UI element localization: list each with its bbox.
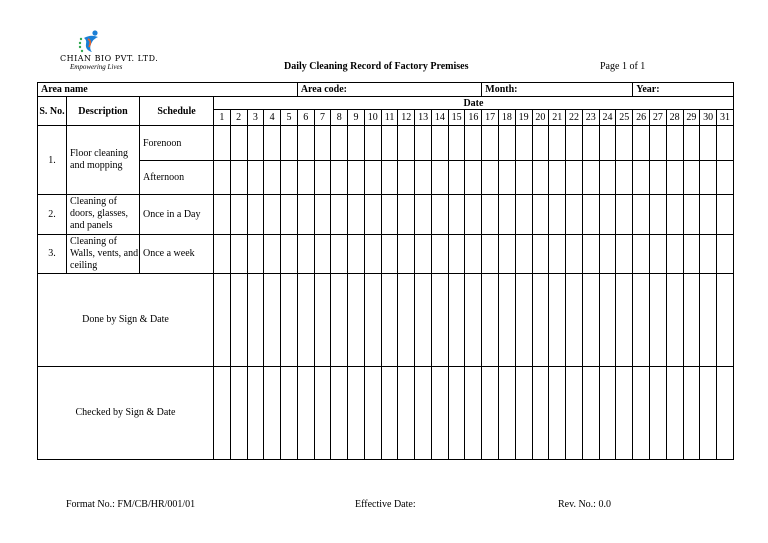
entry-cell[interactable] [348, 366, 365, 459]
entry-cell[interactable] [431, 126, 448, 160]
day-number: 22 [566, 110, 583, 126]
task-sno: 3. [38, 234, 67, 273]
entry-cell[interactable] [549, 366, 566, 459]
entry-cell[interactable] [314, 366, 331, 459]
entry-cell[interactable] [717, 160, 734, 194]
entry-cell[interactable] [415, 366, 432, 459]
entry-cell[interactable] [650, 195, 667, 234]
entry-cell[interactable] [666, 366, 683, 459]
entry-cell[interactable] [633, 273, 650, 366]
entry-cell[interactable] [230, 160, 247, 194]
checked-by-sign-label: Checked by Sign & Date [38, 366, 214, 459]
entry-cell[interactable] [214, 160, 231, 194]
entry-cell[interactable] [566, 273, 583, 366]
entry-cell[interactable] [650, 273, 667, 366]
entry-cell[interactable] [314, 234, 331, 273]
entry-cell[interactable] [717, 195, 734, 234]
task-description: Cleaning of Walls, vents, and ceiling [67, 234, 140, 273]
entry-cell[interactable] [499, 273, 516, 366]
entry-cell[interactable] [599, 195, 616, 234]
entry-cell[interactable] [415, 273, 432, 366]
entry-cell[interactable] [700, 126, 717, 160]
entry-cell[interactable] [666, 195, 683, 234]
entry-cell[interactable] [650, 126, 667, 160]
entry-cell[interactable] [566, 160, 583, 194]
entry-cell[interactable] [717, 234, 734, 273]
task-row [38, 234, 734, 273]
entry-cell[interactable] [431, 234, 448, 273]
year-cell[interactable]: Year: [633, 83, 734, 97]
entry-cell[interactable] [331, 273, 348, 366]
entry-cell[interactable] [415, 160, 432, 194]
task-schedule: Forenoon [140, 126, 214, 160]
day-number: 25 [616, 110, 633, 126]
entry-cell[interactable] [230, 366, 247, 459]
day-number: 6 [297, 110, 314, 126]
sno-header: S. No. [38, 97, 67, 126]
entry-cell[interactable] [264, 195, 281, 234]
entry-cell[interactable] [717, 126, 734, 160]
day-number: 27 [650, 110, 667, 126]
entry-cell[interactable] [214, 234, 231, 273]
entry-cell[interactable] [398, 160, 415, 194]
entry-cell[interactable] [348, 126, 365, 160]
entry-cell[interactable] [566, 234, 583, 273]
entry-cell[interactable] [431, 195, 448, 234]
entry-cell[interactable] [700, 195, 717, 234]
entry-cell[interactable] [683, 234, 700, 273]
day-number: 14 [431, 110, 448, 126]
entry-cell[interactable] [364, 195, 381, 234]
entry-cell[interactable] [633, 126, 650, 160]
entry-cell[interactable] [348, 195, 365, 234]
entry-cell[interactable] [465, 273, 482, 366]
entry-cell[interactable] [549, 195, 566, 234]
entry-cell[interactable] [415, 195, 432, 234]
day-number: 26 [633, 110, 650, 126]
column-header-row [38, 97, 734, 110]
logo-figure-icon [76, 30, 104, 54]
entry-cell[interactable] [214, 126, 231, 160]
checked-by-sign-row [38, 366, 734, 459]
entry-cell[interactable] [364, 126, 381, 160]
entry-cell[interactable] [381, 160, 398, 194]
entry-cell[interactable] [381, 126, 398, 160]
entry-cell[interactable] [532, 195, 549, 234]
day-number: 12 [398, 110, 415, 126]
entry-cell[interactable] [448, 126, 465, 160]
entry-cell[interactable] [247, 195, 264, 234]
entry-cell[interactable] [566, 366, 583, 459]
entry-cell[interactable] [499, 126, 516, 160]
entry-cell[interactable] [297, 366, 314, 459]
entry-cell[interactable] [582, 273, 599, 366]
entry-cell[interactable] [599, 234, 616, 273]
entry-cell[interactable] [482, 234, 499, 273]
day-number: 18 [499, 110, 516, 126]
entry-cell[interactable] [331, 126, 348, 160]
task-schedule: Once in a Day [140, 195, 214, 234]
entry-cell[interactable] [331, 234, 348, 273]
entry-cell[interactable] [398, 366, 415, 459]
task-schedule: Once a week [140, 234, 214, 273]
company-tagline: Empowering Lives [70, 63, 123, 71]
entry-cell[interactable] [515, 160, 532, 194]
day-number: 23 [582, 110, 599, 126]
entry-cell[interactable] [448, 195, 465, 234]
task-sno: 1. [38, 126, 67, 195]
entry-cell[interactable] [297, 160, 314, 194]
entry-cell[interactable] [582, 366, 599, 459]
cleaning-record-table [37, 82, 734, 460]
entry-cell[interactable] [499, 234, 516, 273]
entry-cell[interactable] [281, 195, 298, 234]
day-number: 21 [549, 110, 566, 126]
entry-cell[interactable] [566, 195, 583, 234]
day-number: 7 [314, 110, 331, 126]
entry-cell[interactable] [482, 126, 499, 160]
date-header: Date [214, 97, 734, 110]
entry-cell[interactable] [465, 234, 482, 273]
entry-cell[interactable] [599, 160, 616, 194]
entry-cell[interactable] [549, 273, 566, 366]
entry-cell[interactable] [700, 366, 717, 459]
entry-cell[interactable] [247, 273, 264, 366]
entry-cell[interactable] [549, 126, 566, 160]
entry-cell[interactable] [482, 195, 499, 234]
entry-cell[interactable] [650, 234, 667, 273]
task-row [38, 195, 734, 234]
entry-cell[interactable] [465, 126, 482, 160]
entry-cell[interactable] [465, 160, 482, 194]
entry-cell[interactable] [214, 273, 231, 366]
entry-cell[interactable] [431, 273, 448, 366]
entry-cell[interactable] [532, 366, 549, 459]
schedule-header: Schedule [140, 97, 214, 126]
entry-cell[interactable] [700, 234, 717, 273]
entry-cell[interactable] [482, 273, 499, 366]
task-sno: 2. [38, 195, 67, 234]
entry-cell[interactable] [297, 195, 314, 234]
entry-cell[interactable] [532, 160, 549, 194]
day-number: 24 [599, 110, 616, 126]
entry-cell[interactable] [264, 234, 281, 273]
entry-cell[interactable] [230, 126, 247, 160]
entry-cell[interactable] [616, 195, 633, 234]
entry-cell[interactable] [666, 160, 683, 194]
entry-cell[interactable] [297, 273, 314, 366]
month-cell[interactable]: Month: [482, 83, 633, 97]
day-number: 28 [666, 110, 683, 126]
entry-cell[interactable] [247, 160, 264, 194]
entry-cell[interactable] [616, 234, 633, 273]
entry-cell[interactable] [616, 160, 633, 194]
entry-cell[interactable] [314, 195, 331, 234]
company-logo [58, 30, 158, 72]
entry-cell[interactable] [532, 273, 549, 366]
task-schedule: Afternoon [140, 160, 214, 194]
entry-cell[interactable] [616, 366, 633, 459]
day-number: 17 [482, 110, 499, 126]
day-number: 29 [683, 110, 700, 126]
entry-cell[interactable] [448, 273, 465, 366]
entry-cell[interactable] [448, 160, 465, 194]
entry-cell[interactable] [549, 160, 566, 194]
entry-cell[interactable] [297, 234, 314, 273]
entry-cell[interactable] [247, 234, 264, 273]
entry-cell[interactable] [683, 366, 700, 459]
entry-cell[interactable] [381, 366, 398, 459]
entry-cell[interactable] [264, 126, 281, 160]
entry-cell[interactable] [281, 273, 298, 366]
entry-cell[interactable] [465, 195, 482, 234]
company-name: CHIAN BIO PVT. LTD. [60, 54, 159, 63]
entry-cell[interactable] [650, 160, 667, 194]
entry-cell[interactable] [633, 366, 650, 459]
day-number: 5 [281, 110, 298, 126]
entry-cell[interactable] [398, 126, 415, 160]
day-number: 4 [264, 110, 281, 126]
entry-cell[interactable] [230, 273, 247, 366]
entry-cell[interactable] [348, 273, 365, 366]
done-by-sign-row [38, 273, 734, 366]
day-number: 15 [448, 110, 465, 126]
entry-cell[interactable] [482, 366, 499, 459]
entry-cell[interactable] [582, 234, 599, 273]
entry-cell[interactable] [247, 126, 264, 160]
entry-cell[interactable] [683, 126, 700, 160]
entry-cell[interactable] [415, 126, 432, 160]
task-row [38, 126, 734, 160]
entry-cell[interactable] [499, 160, 516, 194]
entry-cell[interactable] [616, 126, 633, 160]
page-number: Page 1 of 1 [600, 61, 646, 72]
day-number: 9 [348, 110, 365, 126]
entry-cell[interactable] [448, 234, 465, 273]
entry-cell[interactable] [264, 160, 281, 194]
entry-cell[interactable] [297, 126, 314, 160]
entry-cell[interactable] [381, 195, 398, 234]
entry-cell[interactable] [582, 160, 599, 194]
entry-cell[interactable] [582, 126, 599, 160]
entry-cell[interactable] [633, 234, 650, 273]
effective-date: Effective Date: [355, 499, 416, 510]
entry-cell[interactable] [515, 366, 532, 459]
entry-cell[interactable] [599, 366, 616, 459]
entry-cell[interactable] [331, 195, 348, 234]
entry-cell[interactable] [364, 366, 381, 459]
area-code-cell[interactable]: Area code: [297, 83, 481, 97]
entry-cell[interactable] [499, 195, 516, 234]
entry-cell[interactable] [549, 234, 566, 273]
entry-cell[interactable] [515, 126, 532, 160]
entry-cell[interactable] [633, 160, 650, 194]
day-number: 10 [364, 110, 381, 126]
entry-cell[interactable] [532, 234, 549, 273]
entry-cell[interactable] [381, 234, 398, 273]
task-description: Cleaning of doors, glasses, and panels [67, 195, 140, 234]
task-row [38, 160, 734, 194]
done-by-sign-label: Done by Sign & Date [38, 273, 214, 366]
day-number: 1 [214, 110, 231, 126]
entry-cell[interactable] [398, 273, 415, 366]
entry-cell[interactable] [314, 273, 331, 366]
entry-cell[interactable] [599, 126, 616, 160]
entry-cell[interactable] [281, 366, 298, 459]
entry-cell[interactable] [331, 160, 348, 194]
entry-cell[interactable] [415, 234, 432, 273]
entry-cell[interactable] [364, 273, 381, 366]
entry-cell[interactable] [717, 366, 734, 459]
entry-cell[interactable] [214, 195, 231, 234]
format-number: Format No.: FM/CB/HR/001/01 [66, 499, 196, 510]
day-number: 30 [700, 110, 717, 126]
entry-cell[interactable] [683, 273, 700, 366]
entry-cell[interactable] [431, 366, 448, 459]
entry-cell[interactable] [314, 160, 331, 194]
entry-cell[interactable] [515, 234, 532, 273]
entry-cell[interactable] [683, 160, 700, 194]
entry-cell[interactable] [599, 273, 616, 366]
entry-cell[interactable] [314, 126, 331, 160]
entry-cell[interactable] [264, 273, 281, 366]
task-description: Floor cleaning and mopping [67, 126, 140, 195]
entry-cell[interactable] [482, 160, 499, 194]
entry-cell[interactable] [717, 273, 734, 366]
entry-cell[interactable] [348, 160, 365, 194]
entry-cell[interactable] [230, 234, 247, 273]
day-number: 11 [381, 110, 398, 126]
entry-cell[interactable] [331, 366, 348, 459]
entry-cell[interactable] [582, 195, 599, 234]
entry-cell[interactable] [515, 273, 532, 366]
day-number: 3 [247, 110, 264, 126]
day-number: 16 [465, 110, 482, 126]
entry-cell[interactable] [448, 366, 465, 459]
entry-cell[interactable] [683, 195, 700, 234]
entry-cell[interactable] [666, 126, 683, 160]
entry-cell[interactable] [499, 366, 516, 459]
entry-cell[interactable] [666, 234, 683, 273]
day-number: 19 [515, 110, 532, 126]
day-number: 31 [717, 110, 734, 126]
entry-cell[interactable] [264, 366, 281, 459]
revision-number: Rev. No.: 0.0 [558, 499, 611, 510]
document-title: Daily Cleaning Record of Factory Premises [284, 61, 469, 72]
info-row [38, 83, 734, 97]
entry-cell[interactable] [381, 273, 398, 366]
entry-cell[interactable] [431, 160, 448, 194]
entry-cell[interactable] [281, 234, 298, 273]
entry-cell[interactable] [364, 234, 381, 273]
entry-cell[interactable] [566, 126, 583, 160]
entry-cell[interactable] [465, 366, 482, 459]
entry-cell[interactable] [532, 126, 549, 160]
entry-cell[interactable] [666, 273, 683, 366]
entry-cell[interactable] [398, 195, 415, 234]
entry-cell[interactable] [247, 366, 264, 459]
entry-cell[interactable] [348, 234, 365, 273]
entry-cell[interactable] [700, 160, 717, 194]
day-number: 8 [331, 110, 348, 126]
entry-cell[interactable] [616, 273, 633, 366]
area-name-cell[interactable]: Area name [38, 83, 298, 97]
entry-cell[interactable] [700, 273, 717, 366]
entry-cell[interactable] [650, 366, 667, 459]
description-header: Description [67, 97, 140, 126]
day-number: 13 [415, 110, 432, 126]
entry-cell[interactable] [633, 195, 650, 234]
entry-cell[interactable] [364, 160, 381, 194]
entry-cell[interactable] [214, 366, 231, 459]
entry-cell[interactable] [230, 195, 247, 234]
day-number: 2 [230, 110, 247, 126]
entry-cell[interactable] [281, 126, 298, 160]
entry-cell[interactable] [281, 160, 298, 194]
entry-cell[interactable] [398, 234, 415, 273]
entry-cell[interactable] [515, 195, 532, 234]
day-number: 20 [532, 110, 549, 126]
